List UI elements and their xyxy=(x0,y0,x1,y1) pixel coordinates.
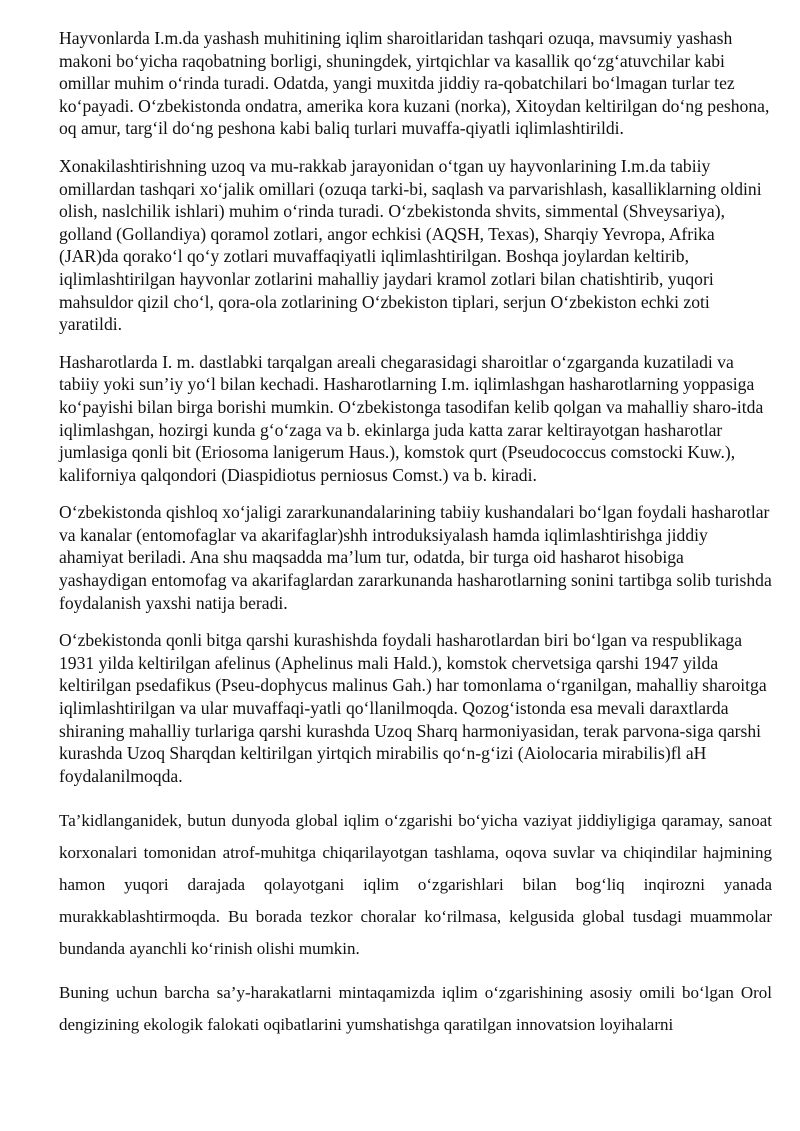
paragraph-animal-acclimatization: Hayvonlarda I.m.da yashash muhitining iqlim sharoitlaridan tashqari ozuqa, mavsumiy yashash makoni bo‘yicha raqobatning borligi, shuningdek, yirtqichlar va kasallik qo‘zg‘atuvchilar kabi omillar muhim o‘rinda turadi. Odatda, yangi muxitda jiddiy ra-qobatchilari bo‘lmagan turlar tez ko‘payadi. O‘zbekistonda ondatra, amerika kora kuzani (norka), Xitoydan keltirilgan do‘ng peshona, oq amur, targ‘il do‘ng peshona kabi baliq turlari muvaffa-qiyatli iqlimlashtirildi. xyxy=(59,28,770,139)
paragraph-biological-control: O‘zbekistonda qonli bitga qarshi kurashishda foydali hasharotlardan biri bo‘lgan va respublikaga 1931 yilda keltirilgan afelinus (Aphelinus mali Hald.), komstok chervetsiga qarshi 1947 yilda keltirilgan psedafikus (Pseu-dophycus malinus Gah.) har tomonlama o‘rganilgan, mahalliy sharoitga iqlimlashtirilgan va ular muvaffaqi-yatli qo‘llanilmoqda. Qozog‘istonda esa mevali daraxtlarda shiraning mahalliy turlariga qarshi kurashda Uzoq Sharq harmoniyasidan, terak parvona-siga qarshi kurashda Uzoq Sharqdan keltirilgan yirtqich mirabilis qo‘n-g‘izi (Aiolocaria mirabilis)fl aH foydalanilmoqda. xyxy=(59,630,767,786)
paragraph-beneficial-insects: O‘zbekistonda qishloq xo‘jaligi zararkunandalarining tabiiy kushandalari bo‘lgan foydali hasharotlar va kanalar (entomofaglar va akarifaglar)shh introduksiyalash hamda iqlimlashtirishga jiddiy ahamiyat beriladi. Ana shu maqsadda ma’lum tur, odatda, bir turga oid hasharot hisobiga yashaydigan entomofag va akarifaglardan zararkunanda hasharotlarning sonini tartibga solib turishda foydalanish yaxshi natija beradi. xyxy=(59,502,772,613)
paragraph-climate-change: Ta’kidlanganidek, butun dunyoda global iqlim o‘zgarishi bo‘yicha vaziyat jiddiyligiga qaramay, sanoat korxonalari tomonidan atrof-muhitga chiqarilayotgan tashlama, oqova suvlar va chiqindilar hajmining hamon yuqori darajada qolayotgani iqlim o‘zgarishlari bilan bog‘liq inqirozni yanada murakkablashtirmoqda. Bu borada tezkor choralar ko‘rilmasa, kelgusida global tusdagi muammolar bundanda ayanchli ko‘rinish olishi mumkin. xyxy=(59,811,772,959)
paragraph-domestic-breeds: Xonakilashtirishning uzoq va mu-rakkab jarayonidan o‘tgan uy hayvonlarining I.m.da tabiiy omillardan tashqari xo‘jalik omillari (ozuqa tarki-bi, saqlash va parvarishlash, kasalliklarning oldini olish, naslchilik ishlari) muhim o‘rinda turadi. O‘zbekistonda shvits, simmental (Shveysariya), golland (Gollandiya) qoramol zotlari, angor echkisi (AQSH, Texas), Sharqiy Yevropa, Afrika (JAR)da qorako‘l qo‘y zotlari muvaffaqiyatli iqlimlashtirilgan. Boshqa joylardan keltirib, iqlimlashtirilgan hayvonlar zotlarini mahalliy jaydari kramol zotlari bilan chatishtirib, yuqori mahsuldor qizil cho‘l, qora-ola zotlarining O‘zbekiston tiplari, serjun O‘zbekiston echki zoti yaratildi. xyxy=(59,155,762,335)
paragraph-insect-acclimatization: Hasharotlarda I. m. dastlabki tarqalgan areali chegarasidagi sharoitlar o‘zgarganda kuzatiladi va tabiiy yoki sun’iy yo‘l bilan kechadi. Hasharotlarning I.m. iqlimlashgan hasharotlarning yoppasiga ko‘payishi bilan birga borishi mumkin. O‘zbekistonga tasodifan kelib qolgan va mahalliy sharo-itda iqlimlashgan, hozirgi kunda g‘o‘zaga va b. ekinlarga juda katta zarar keltirayotgan hasharotlar jumlasiga qonli bit (Eriosoma lanigerum Haus.), komstok qurt (Pseudococcus comstocki Kuw.), kaliforniya qalqondori (Diaspidiotus perniosus Comst.) va b. kiradi. xyxy=(59,351,764,485)
paragraph-aral-sea: Buning uchun barcha sa’y-harakatlarni mintaqamizda iqlim o‘zgarishining asosiy omili bo‘lgan Orol dengizining ekologik falokati oqibatlarini yumshatishga qaratilgan innovatsion loyihalarni xyxy=(59,983,772,1035)
document-page xyxy=(59,27,772,1053)
